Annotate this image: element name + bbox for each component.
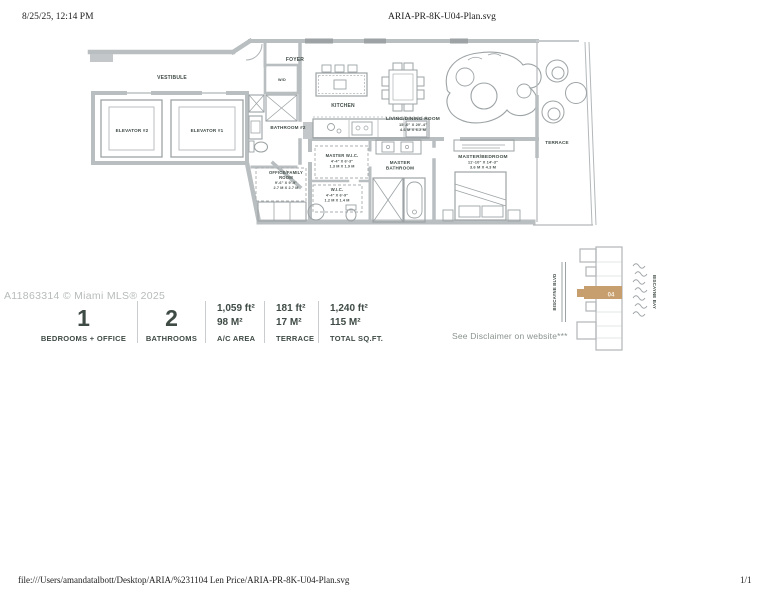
terrace-metric: 17 M²	[276, 317, 302, 328]
bathrooms-label: BATHROOMS	[145, 334, 198, 343]
label-vestibule: VESTIBULE	[157, 75, 187, 81]
label-master-wic: MASTER W.I.C.	[325, 153, 359, 158]
label-washer-dryer: W/D	[278, 78, 286, 82]
dining-table	[382, 63, 424, 111]
label-living-dining: LIVING/DINING ROOM	[386, 117, 440, 122]
dim-office-ft: 9'-6" X 9'-9"	[274, 181, 298, 185]
label-master-bath-2: BATHROOM	[385, 165, 415, 171]
dim-living-ft: 15'-0" X 20'-4"	[398, 122, 428, 127]
stat-bedrooms	[30, 301, 137, 343]
terrace-boundary	[533, 42, 596, 225]
elevator-block	[93, 89, 247, 163]
stat-terrace	[264, 301, 318, 343]
total-label: TOTAL SQ.FT.	[330, 334, 384, 343]
dim-master-wic-ft: 4'-4" X 6'-3"	[330, 159, 354, 164]
document-title: ARIA-PR-8K-U04-Plan.svg	[388, 12, 496, 22]
stat-bathrooms	[137, 301, 205, 343]
entry-door-arc	[246, 44, 262, 60]
label-master-bath-1: MASTER	[389, 160, 411, 165]
total-imperial: 1,240 ft²	[330, 303, 368, 314]
dim-wic-m: 1.2 M X 1.4 M	[324, 198, 350, 203]
biscayne-blvd-road	[562, 262, 566, 322]
total-metric: 115 M²	[330, 317, 361, 328]
dim-master-bedroom-m: 3.6 M X 4.3 M	[469, 164, 497, 170]
stat-ac-area	[205, 301, 264, 343]
ac-area-label: A/C AREA	[217, 334, 256, 343]
living-sofa	[446, 52, 541, 123]
mls-watermark: A11863314 © Miami MLS® 2025	[4, 290, 166, 302]
keyplan-unit-number: 04	[607, 292, 615, 299]
label-office-1: OFFICE/FAMILY	[268, 170, 304, 175]
label-bathroom-2: BATHROOM #2	[270, 125, 306, 130]
disclaimer-note: See Disclaimer on website***	[452, 331, 568, 341]
biscayne-bay-waves	[633, 264, 647, 317]
label-elevator-2: ELEVATOR #2	[115, 128, 149, 133]
dim-office-m: 2.7 M X 2.7 M	[273, 186, 299, 190]
label-wic: W.I.C.	[330, 187, 344, 192]
label-terrace: TERRACE	[545, 140, 569, 145]
biscayne-blvd-label: BISCAYNE BLVD	[552, 273, 557, 311]
bedrooms-label: BEDROOMS + OFFICE	[40, 334, 127, 343]
ac-area-metric: 98 M²	[217, 317, 243, 328]
stat-total	[318, 301, 395, 343]
bathrooms-value: 2	[165, 305, 178, 331]
bedrooms-value: 1	[77, 305, 90, 331]
label-master-bedroom: MASTER/BEDROOM	[458, 155, 508, 160]
kitchen-island	[316, 65, 367, 96]
terrace-furniture	[542, 60, 587, 123]
bathroom2-fixtures	[249, 95, 297, 152]
terrace-label: TERRACE	[276, 334, 315, 343]
label-office-2: ROOM	[279, 175, 293, 180]
print-timestamp: 8/25/25, 12:14 PM	[22, 12, 94, 22]
keyplan-unit-highlight	[577, 286, 622, 299]
label-elevator-1: ELEVATOR #1	[190, 128, 224, 133]
bedroom-furniture	[443, 140, 520, 221]
biscayne-bay-label: BISCAYNE BAY	[652, 274, 657, 310]
office-furniture	[258, 202, 324, 221]
ac-area-imperial: 1,059 ft²	[217, 303, 255, 314]
dim-wic-ft: 4'-4" X 6'-9"	[325, 193, 349, 198]
dim-master-bedroom-ft: 11'-10" X 14'-3"	[467, 159, 499, 165]
dim-living-m: 4.6 M X 6.2 M	[399, 127, 427, 132]
file-url: file:///Users/amandatalbott/Desktop/ARIA/%231104 Len Price/ARIA-PR-8K-U04-Plan.svg	[18, 575, 350, 585]
page-indicator: 1/1	[740, 575, 752, 585]
corridor-walls	[90, 41, 578, 62]
unit-stats-bar	[30, 301, 395, 343]
dim-master-wic-m: 1.3 M X 1.9 M	[329, 164, 355, 169]
label-foyer: FOYER	[285, 57, 305, 63]
interior-walls	[252, 44, 537, 222]
terrace-imperial: 181 ft²	[276, 303, 306, 314]
label-kitchen: KITCHEN	[331, 103, 355, 109]
